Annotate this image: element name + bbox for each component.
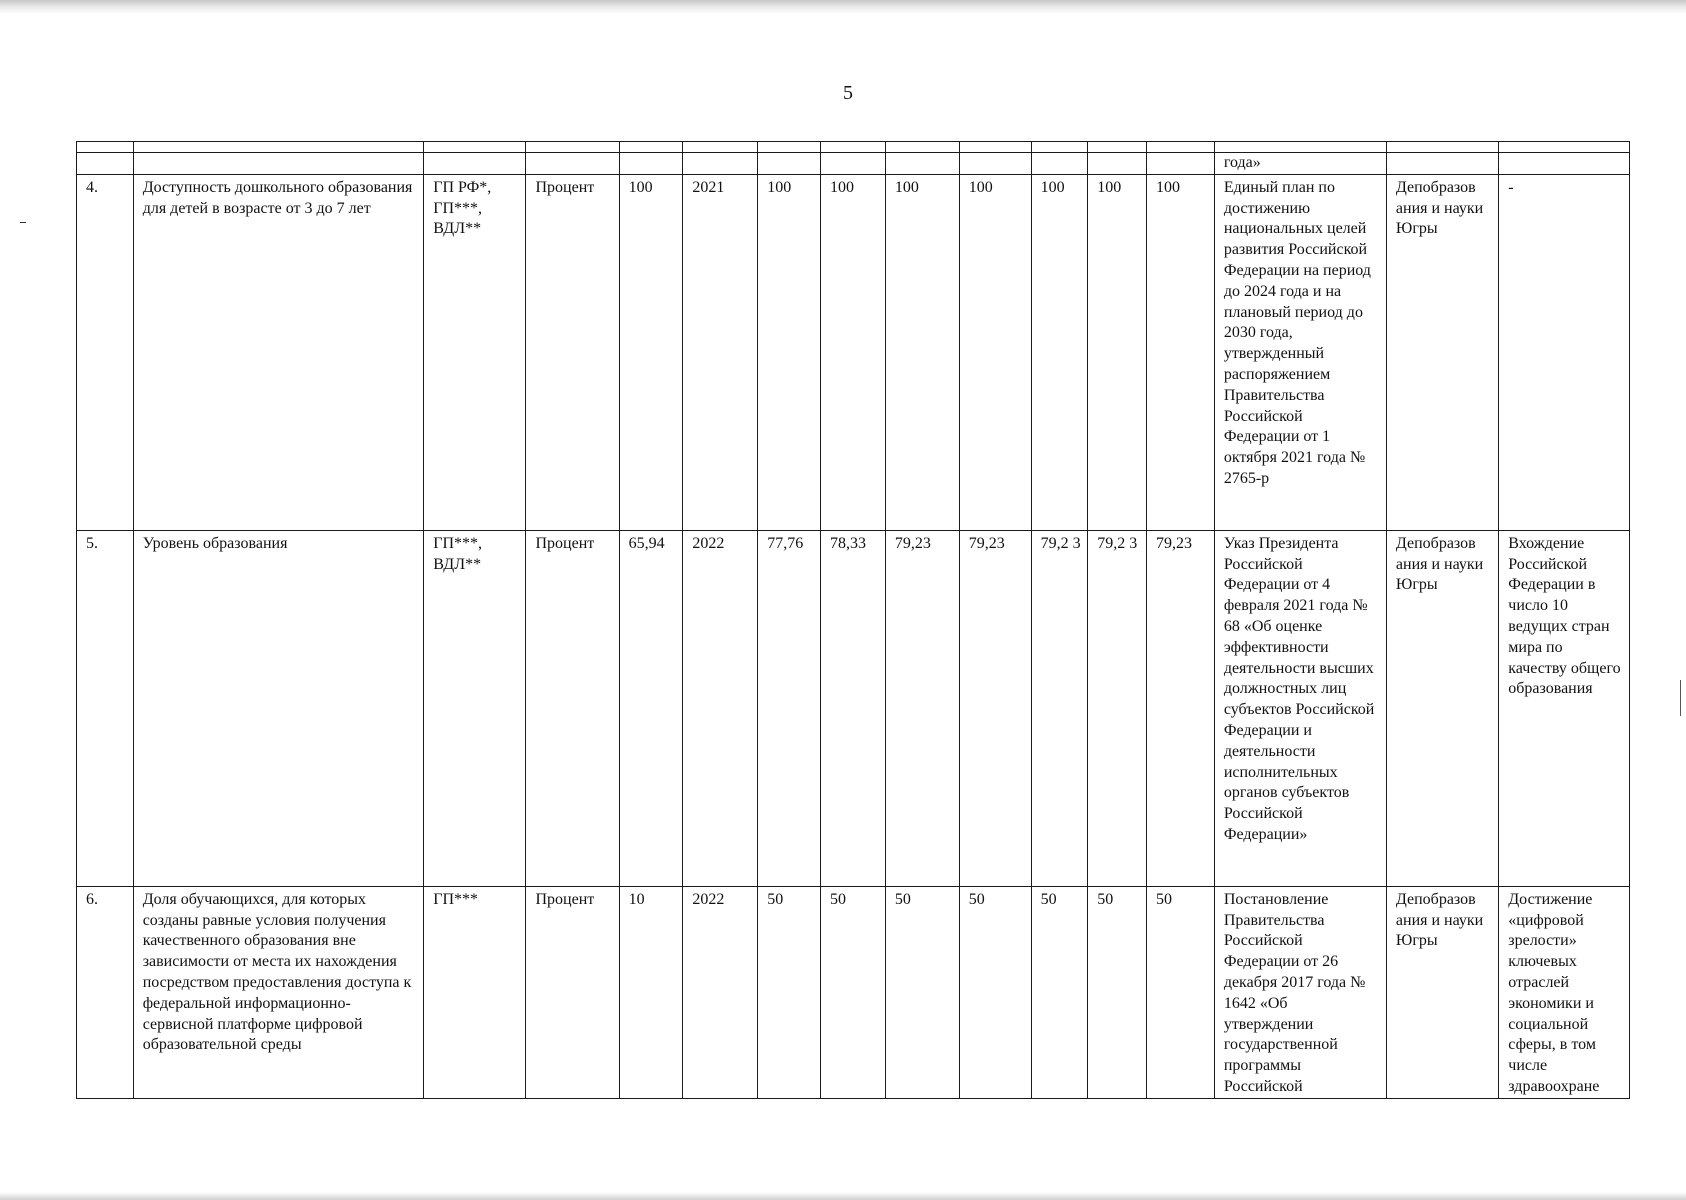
document-cell: Указ Президента Российской Федерации от 4 февраля 2021 года № 68 «Об оценке эффективности деятельности высших должностных лиц субъектов Российской Федерации и деятельности исполнительных органов субъектов Российской Федерации» — [1214, 530, 1386, 886]
unit-cell: Процент — [526, 174, 619, 530]
value-cell: 100 — [1088, 174, 1147, 530]
link-cell: Вхождение Российской Федерации в число 10 ведущих стран мира по качеству общего образования — [1499, 530, 1630, 886]
value-cell: 100 — [959, 174, 1031, 530]
continuation-text: года» — [1214, 153, 1386, 175]
scan-edge-top — [0, 0, 1686, 14]
value-cell: 100 — [758, 174, 821, 530]
value-cell: 79,2 3 — [1088, 530, 1147, 886]
unit-cell: Процент — [526, 530, 619, 886]
base-year-cell: 2022 — [683, 886, 758, 1098]
value-cell: 50 — [1031, 886, 1088, 1098]
indicator-name: Доля обучающихся, для которых созданы равные условия получения качественного образования вне зависимости от места их нахождения посредством предоставления доступа к федеральной информационно-сервисной платформе цифровой образовательной среды — [133, 886, 424, 1098]
value-cell: 50 — [821, 886, 886, 1098]
margin-mark — [20, 222, 26, 223]
row-number: 4. — [77, 174, 134, 530]
indicators-table — [76, 141, 1630, 1099]
responsible-cell: Депобразов ания и науки Югры — [1386, 886, 1498, 1098]
value-cell: 77,76 — [758, 530, 821, 886]
table-row — [77, 886, 1630, 1098]
responsible-cell: Депобразов ания и науки Югры — [1386, 174, 1498, 530]
value-cell: 79,23 — [959, 530, 1031, 886]
value-cell: 50 — [1088, 886, 1147, 1098]
value-cell: 100 — [821, 174, 886, 530]
indicator-level: ГП***, ВДЛ** — [424, 530, 526, 886]
indicator-name: Доступность дошкольного образования для детей в возрасте от 3 до 7 лет — [133, 174, 424, 530]
base-value-cell: 100 — [619, 174, 683, 530]
table-row — [77, 174, 1630, 530]
value-cell: 100 — [1146, 174, 1214, 530]
value-cell: 50 — [1146, 886, 1214, 1098]
value-cell: 100 — [885, 174, 959, 530]
row-number: 5. — [77, 530, 134, 886]
base-value-cell: 65,94 — [619, 530, 683, 886]
base-year-cell: 2021 — [683, 174, 758, 530]
base-value-cell: 10 — [619, 886, 683, 1098]
document-cell: Постановление Правительства Российской Федерации от 26 декабря 2017 года № 1642 «Об утверждении государственной программы Российской — [1214, 886, 1386, 1098]
row-number: 6. — [77, 886, 134, 1098]
scan-edge-bottom — [0, 1192, 1686, 1200]
value-cell: 79,23 — [1146, 530, 1214, 886]
link-cell: - — [1499, 174, 1630, 530]
base-year-cell: 2022 — [683, 530, 758, 886]
value-cell: 50 — [758, 886, 821, 1098]
indicator-name: Уровень образования — [133, 530, 424, 886]
indicator-level: ГП РФ*, ГП***, ВДЛ** — [424, 174, 526, 530]
table-row-continuation — [77, 153, 1630, 175]
table-header-strip — [77, 142, 1630, 153]
responsible-cell: Депобразов ания и науки Югры — [1386, 530, 1498, 886]
value-cell: 79,23 — [885, 530, 959, 886]
table-row — [77, 530, 1630, 886]
margin-tick — [1680, 680, 1681, 716]
indicator-level: ГП*** — [424, 886, 526, 1098]
value-cell: 79,2 3 — [1031, 530, 1088, 886]
value-cell: 100 — [1031, 174, 1088, 530]
link-cell: Достижение «цифровой зрелости» ключевых отраслей экономики и социальной сферы, в том числе здравоохране — [1499, 886, 1630, 1098]
unit-cell: Процент — [526, 886, 619, 1098]
value-cell: 78,33 — [821, 530, 886, 886]
value-cell: 50 — [885, 886, 959, 1098]
document-cell: Единый план по достижению национальных целей развития Российской Федерации на период до 2024 года и на плановый период до 2030 года, утвержденный распоряжением Правительства Российской Федерации от 1 октября 2021 года № 2765-р — [1214, 174, 1386, 530]
value-cell: 50 — [959, 886, 1031, 1098]
page-number: 5 — [843, 82, 853, 104]
